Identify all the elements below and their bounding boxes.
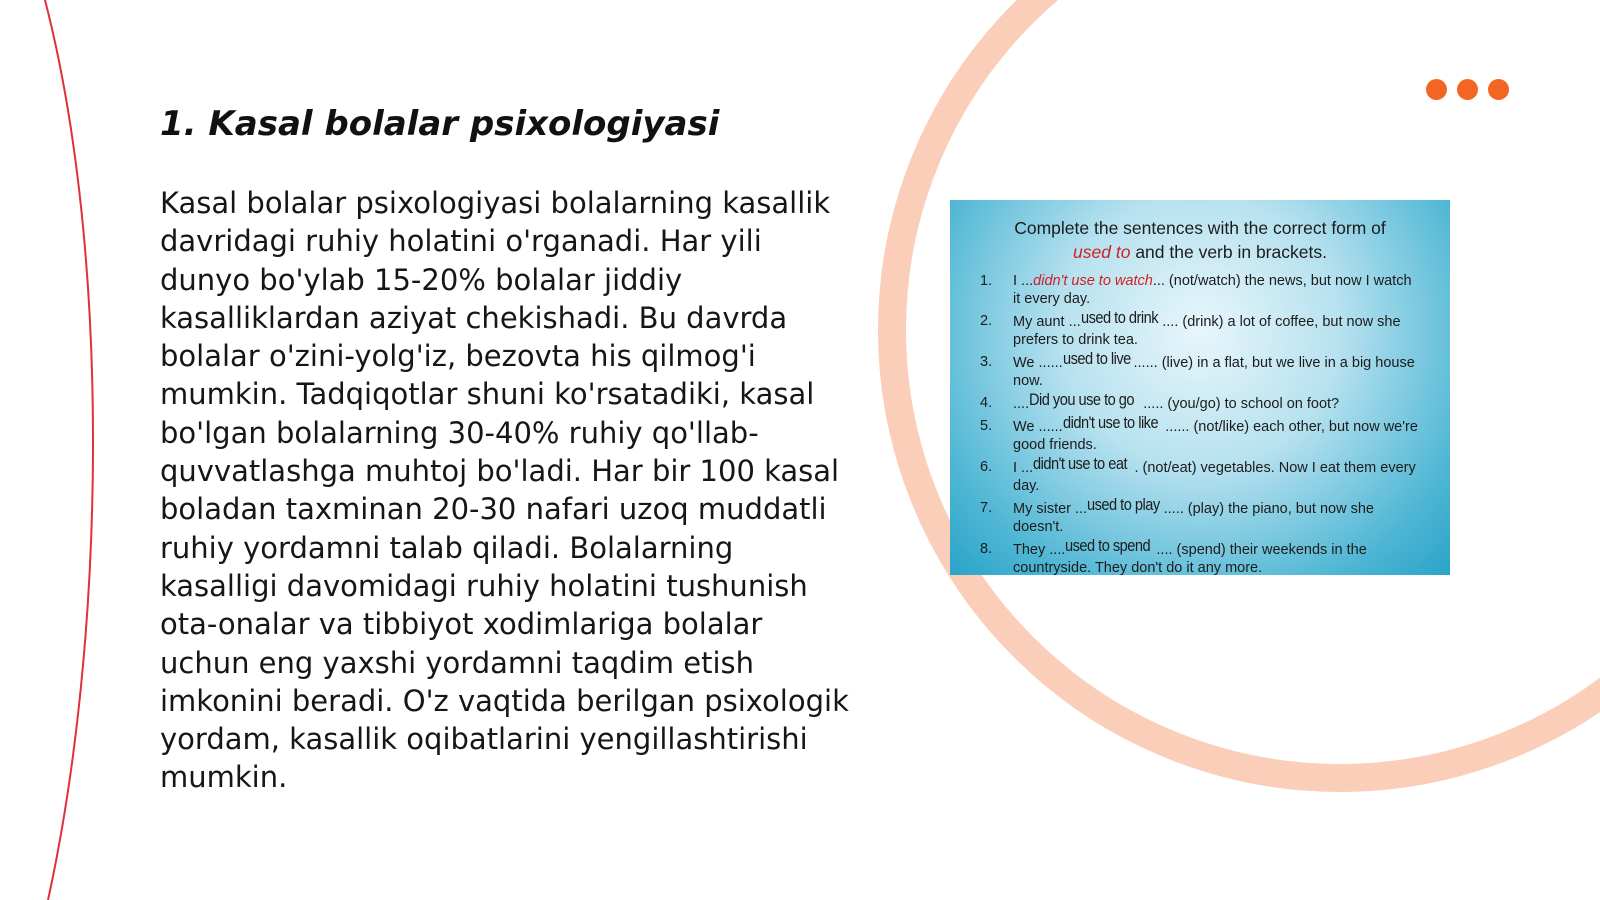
exercise-item-pre: .... xyxy=(1013,396,1030,412)
exercise-item-pre: We ...... xyxy=(1013,419,1063,435)
exercise-item xyxy=(950,272,1450,308)
exercise-item-number: 8. xyxy=(980,541,993,557)
exercise-item-post: ... (not/watch) the news, but now I watch it every day. xyxy=(1013,273,1412,307)
decorative-left-curve xyxy=(45,0,93,900)
exercise-item-post: .... (spend) their weekends in the countryside. They don't do it any more. xyxy=(1013,542,1367,575)
exercise-item-post: . (not/eat) vegetables. Now I eat them every day. xyxy=(1013,460,1416,494)
exercise-item-answer: didn't use to eat xyxy=(1033,454,1128,473)
exercise-item-post: .... (drink) a lot of coffee, but now she prefers to drink tea. xyxy=(1013,314,1401,348)
exercise-item-number: 5. xyxy=(980,418,993,434)
exercise-item-number: 1. xyxy=(980,273,993,289)
dot-icon xyxy=(1457,79,1478,100)
exercise-item-answer: used to live xyxy=(1062,349,1131,368)
exercise-item-number: 4. xyxy=(980,395,993,411)
exercise-item-answer: used to drink xyxy=(1080,308,1158,327)
exercise-item-pre: They .... xyxy=(1013,542,1066,558)
exercise-item-pre: I ... xyxy=(1013,273,1034,289)
exercise-item xyxy=(950,454,1450,495)
exercise-item xyxy=(950,536,1450,575)
slide-body-text: Kasal bolalar psixologiyasi bolalarning kasallik davridagi ruhiy holatini o'rganadi. Har yili dunyo bo'ylab 15-20% bolalar jiddiy kasalliklardan aziyat chekishadi. Bu davrda bolalar o'zini-yolg'iz, bezovta his qilmog'i mumkin. Tadqiqotlar shuni ko'rsatadiki, kasal bo'lgan bolalarning 30-40% ruhiy qo'llab-quvvatlashga muhtoj bo'ladi. Har bir 100 kasal boladan taxminan 20-30 nafari uzoq muddatli ruhiy yordamni talab qiladi. Bolalarning kasalligi davomidagi ruhiy holatini tushunish ota-onalar va tibbiyot xodimlariga bolalar uchun eng yaxshi yordamni taqdim etish imkonini beradi. O'z vaqtida berilgan psixologik yordam, kasallik oqibatlarini yengillashtirishi mumkin. xyxy=(160,186,849,795)
exercise-item-answer: didn't use to watch xyxy=(1033,273,1153,289)
exercise-item-pre: My aunt ... xyxy=(1013,314,1081,330)
exercise-item-pre: My sister ... xyxy=(1013,501,1088,517)
exercise-item-pre: I ... xyxy=(1013,460,1034,476)
exercise-heading-highlight: used to xyxy=(1073,242,1131,262)
exercise-item-post: ...... (live) in a flat, but we live in a big house now. xyxy=(1013,355,1415,389)
exercise-item-post: ..... (you/go) to school on foot? xyxy=(1143,396,1340,412)
exercise-image xyxy=(950,200,1450,575)
exercise-item-number: 6. xyxy=(980,459,993,475)
exercise-item xyxy=(950,390,1450,413)
exercise-heading-line1: Complete the sentences with the correct form of xyxy=(1014,218,1386,238)
exercise-heading xyxy=(960,200,1440,264)
dots-menu-icon xyxy=(1426,79,1509,100)
exercise-item-post: ..... (play) the piano, but now she doesn't. xyxy=(1013,501,1374,535)
exercise-item-answer: didn't use to like xyxy=(1062,413,1158,432)
exercise-item-number: 3. xyxy=(980,354,993,370)
exercise-item xyxy=(950,495,1450,536)
exercise-item xyxy=(950,308,1450,349)
exercise-heading-line2: and the verb in brackets. xyxy=(1130,242,1327,262)
exercise-list xyxy=(950,272,1450,575)
dot-icon xyxy=(1426,79,1447,100)
exercise-item xyxy=(950,413,1450,454)
slide-title: 1. Kasal bolalar psixologiyasi xyxy=(160,104,720,144)
exercise-item-answer: Did you use to go xyxy=(1029,390,1135,409)
exercise-item-answer: used to play xyxy=(1087,495,1160,514)
exercise-item-post: ...... (not/like) each other, but now we're good friends. xyxy=(1013,419,1418,453)
exercise-item xyxy=(950,349,1450,390)
exercise-item-pre: We ...... xyxy=(1013,355,1063,371)
exercise-item-answer: used to spend xyxy=(1065,536,1151,555)
dot-icon xyxy=(1488,79,1509,100)
exercise-item-number: 7. xyxy=(980,500,993,516)
exercise-item-number: 2. xyxy=(980,313,993,329)
